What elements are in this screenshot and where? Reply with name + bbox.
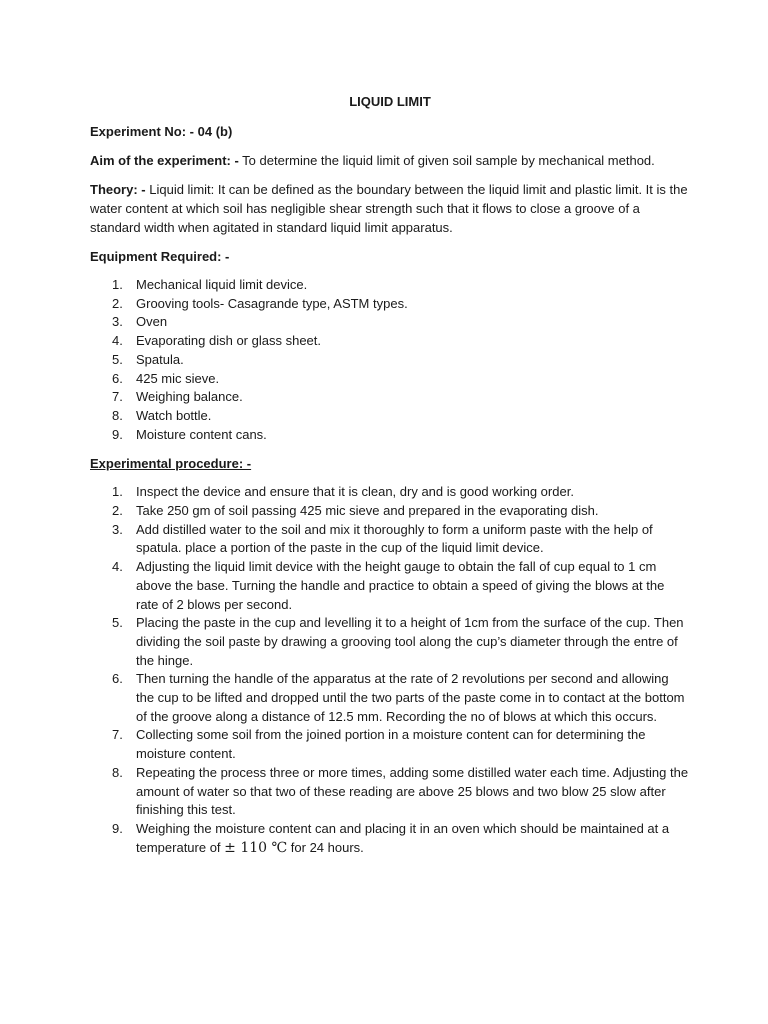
experiment-number	[90, 122, 690, 141]
list-item: 6. Then turning the handle of the apparatus at the rate of 2 revolutions per second and allowing the cup to be lifted and dropped until the two parts of the paste come in to contact at the bottom of the groove along a distance of 12.5 mm. Recording the no of blows at which this occurs.	[112, 671, 685, 724]
list-item: 3. Oven	[112, 314, 168, 330]
equipment-heading-label: Equipment Required: -	[90, 249, 230, 264]
list-item: 9. Weighing the moisture content can and placing it in an oven which should be maintained at a temperature of ± 110 ℃ for 24 hours.	[112, 820, 670, 856]
list-item: 5. Placing the paste in the cup and levelling it to a height of 1cm from the surface of the cup. Then dividing the soil paste by drawing a grooving tool along the cup’s diameter through the entre of the hinge.	[112, 615, 684, 668]
list-item: 1. Inspect the device and ensure that it is clean, dry and is good working order.	[112, 484, 574, 500]
page-title: LIQUID LIMIT	[349, 94, 431, 109]
list-item: 3. Add distilled water to the soil and mix it thoroughly to form a uniform paste with the help of spatula. place a portion of the paste in the cup of the liquid limit device.	[112, 521, 653, 556]
list-item: 4. Adjusting the liquid limit device with the height gauge to obtain the fall of cup equal to 1 cm above the base. Turning the handle and practice to obtain a speed of giving the blows at the rate of 2 blows per second.	[112, 559, 665, 612]
list-item: 6. 425 mic sieve.	[112, 370, 220, 386]
procedure-heading: Experimental procedure: -	[90, 456, 252, 472]
procedure-list	[90, 483, 690, 857]
list-item: 2. Grooving tools- Casagrande type, ASTM types.	[112, 295, 408, 311]
theory-label: Theory: -	[90, 182, 146, 197]
list-item: 7. Collecting some soil from the joined portion in a moisture content can for determining the moisture content.	[112, 727, 646, 762]
aim-label: Aim of the experiment: -	[90, 153, 239, 168]
equipment-heading	[90, 247, 690, 266]
list-item: 8. Repeating the process three or more times, adding some distilled water each time. Adjusting the amount of water so that two of these reading are above 25 blows and two blow 25 slow after finishing this test.	[112, 764, 689, 818]
list-item: 4. Evaporating dish or glass sheet.	[112, 333, 321, 349]
equipment-list	[90, 276, 690, 444]
list-item: 7. Weighing balance.	[112, 389, 243, 405]
temperature-value: ± 110 ℃	[224, 839, 288, 856]
list-item: 5. Spatula.	[112, 351, 184, 367]
theory-text: Liquid limit: It can be defined as the boundary between the liquid limit and plastic limit. It is the water content at which soil has negligible shear strength such that it flows to close a groove of a standard width when agitated in standard liquid limit apparatus.	[90, 182, 688, 235]
document-page	[90, 93, 690, 867]
theory-paragraph	[90, 180, 690, 237]
list-item: 8. Watch bottle.	[112, 407, 212, 423]
list-item: 1. Mechanical liquid limit device.	[112, 277, 308, 292]
aim-paragraph	[90, 151, 690, 170]
list-item: 9. Moisture content cans.	[112, 426, 267, 442]
experiment-number-label: Experiment No: - 04 (b)	[90, 124, 233, 139]
list-item: 2. Take 250 gm of soil passing 425 mic sieve and prepared in the evaporating dish.	[112, 503, 599, 519]
aim-text: To determine the liquid limit of given soil sample by mechanical method.	[238, 153, 655, 168]
